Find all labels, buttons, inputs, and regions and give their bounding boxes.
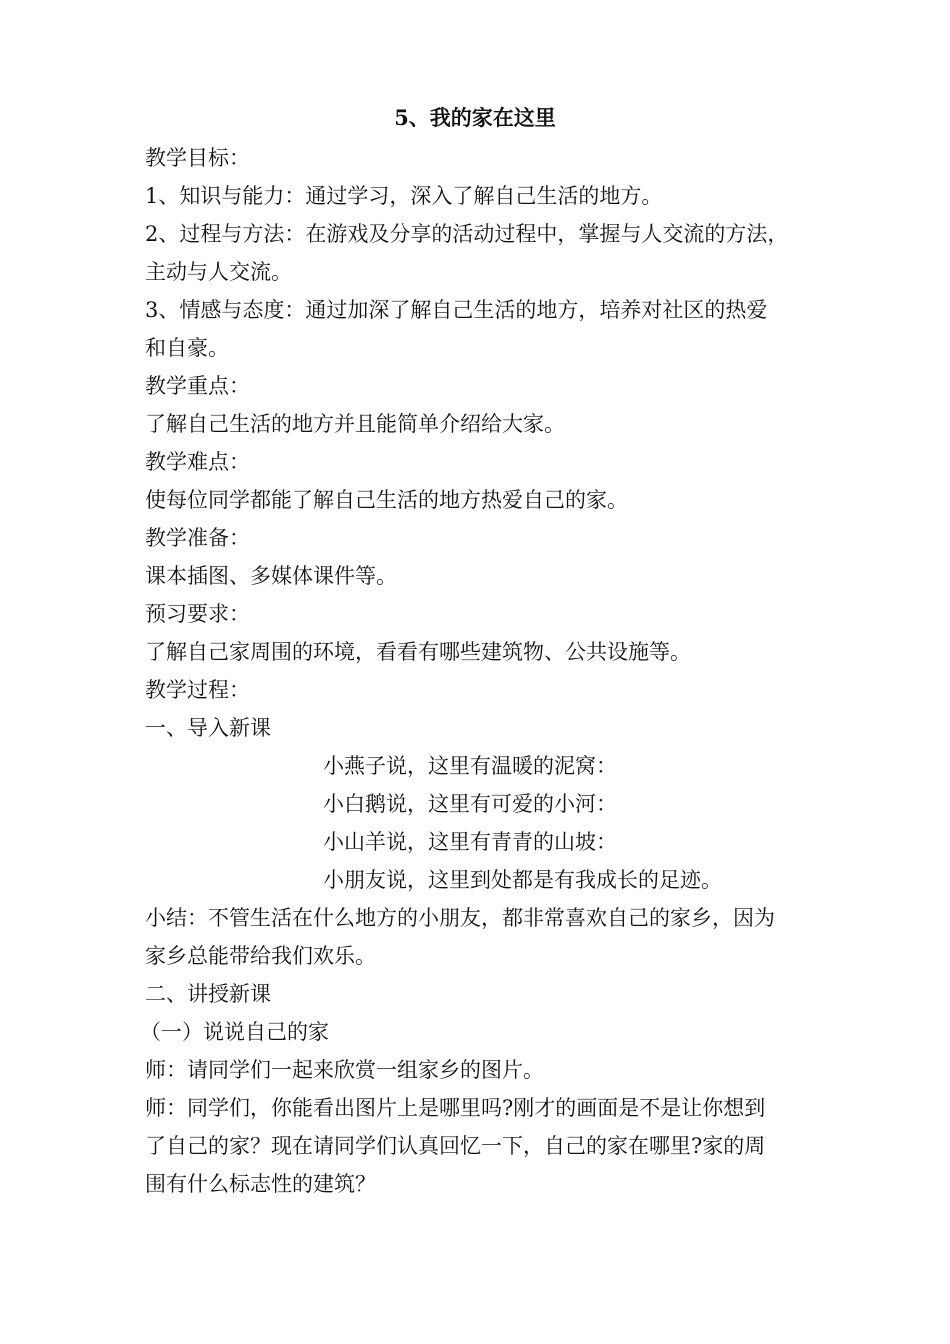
heading-preparation: 教学准备：	[145, 526, 250, 550]
heading-process: 教学过程：	[145, 678, 250, 702]
preparation-text: 课本插图、多媒体课件等。	[145, 564, 397, 588]
heading-key-points: 教学重点：	[145, 374, 250, 398]
goal-emotion: 3、情感与态度：通过加深了解自己生活的地方，培养对社区的热爱	[145, 298, 768, 322]
teacher-line-2-end: 围有什么标志性的建筑？	[145, 1172, 376, 1196]
goal-process: 2、过程与方法：在游戏及分享的活动过程中，掌握与人交流的方法，	[145, 222, 789, 246]
summary-text: 小结：不管生活在什么地方的小朋友，都非常喜欢自己的家乡，因为	[145, 906, 775, 930]
difficulties-text: 使每位同学都能了解自己生活的地方热爱自己的家。	[145, 488, 628, 512]
document-title: 5、我的家在这里	[394, 105, 556, 130]
poem-line-1: 小燕子说，这里有温暖的泥窝：	[323, 754, 617, 778]
section-new-lesson: 二、讲授新课	[145, 982, 271, 1006]
summary-text-cont: 家乡总能带给我们欢乐。	[145, 944, 376, 968]
teacher-line-1: 师：请同学们一起来欣赏一组家乡的图片。	[145, 1058, 544, 1082]
heading-difficulties: 教学难点：	[145, 450, 250, 474]
poem-line-3: 小山羊说，这里有青青的山坡：	[323, 830, 617, 854]
poem-line-4: 小朋友说，这里到处都是有我成长的足迹。	[323, 868, 722, 892]
goal-emotion-cont: 和自豪。	[145, 336, 229, 360]
teacher-line-2: 师：同学们，你能看出图片上是哪里吗?刚才的画面是不是让你想到	[145, 1096, 766, 1120]
section-intro: 一、导入新课	[145, 716, 271, 740]
goal-process-cont: 主动与人交流。	[145, 260, 292, 284]
poem-line-2: 小白鹅说，这里有可爱的小河：	[323, 792, 617, 816]
teacher-line-2-cont: 了自己的家？现在请同学们认真回忆一下，自己的家在哪里?家的周	[145, 1134, 766, 1158]
key-points-text: 了解自己生活的地方并且能简单介绍给大家。	[145, 412, 565, 436]
preview-text: 了解自己家周围的环境，看看有哪些建筑物、公共设施等。	[145, 640, 691, 664]
heading-preview: 预习要求：	[145, 602, 250, 626]
subsection-talk-home: （一）说说自己的家	[140, 1020, 329, 1044]
heading-teaching-goals: 教学目标：	[145, 146, 250, 170]
goal-knowledge: 1、知识与能力：通过学习，深入了解自己生活的地方。	[145, 184, 663, 208]
